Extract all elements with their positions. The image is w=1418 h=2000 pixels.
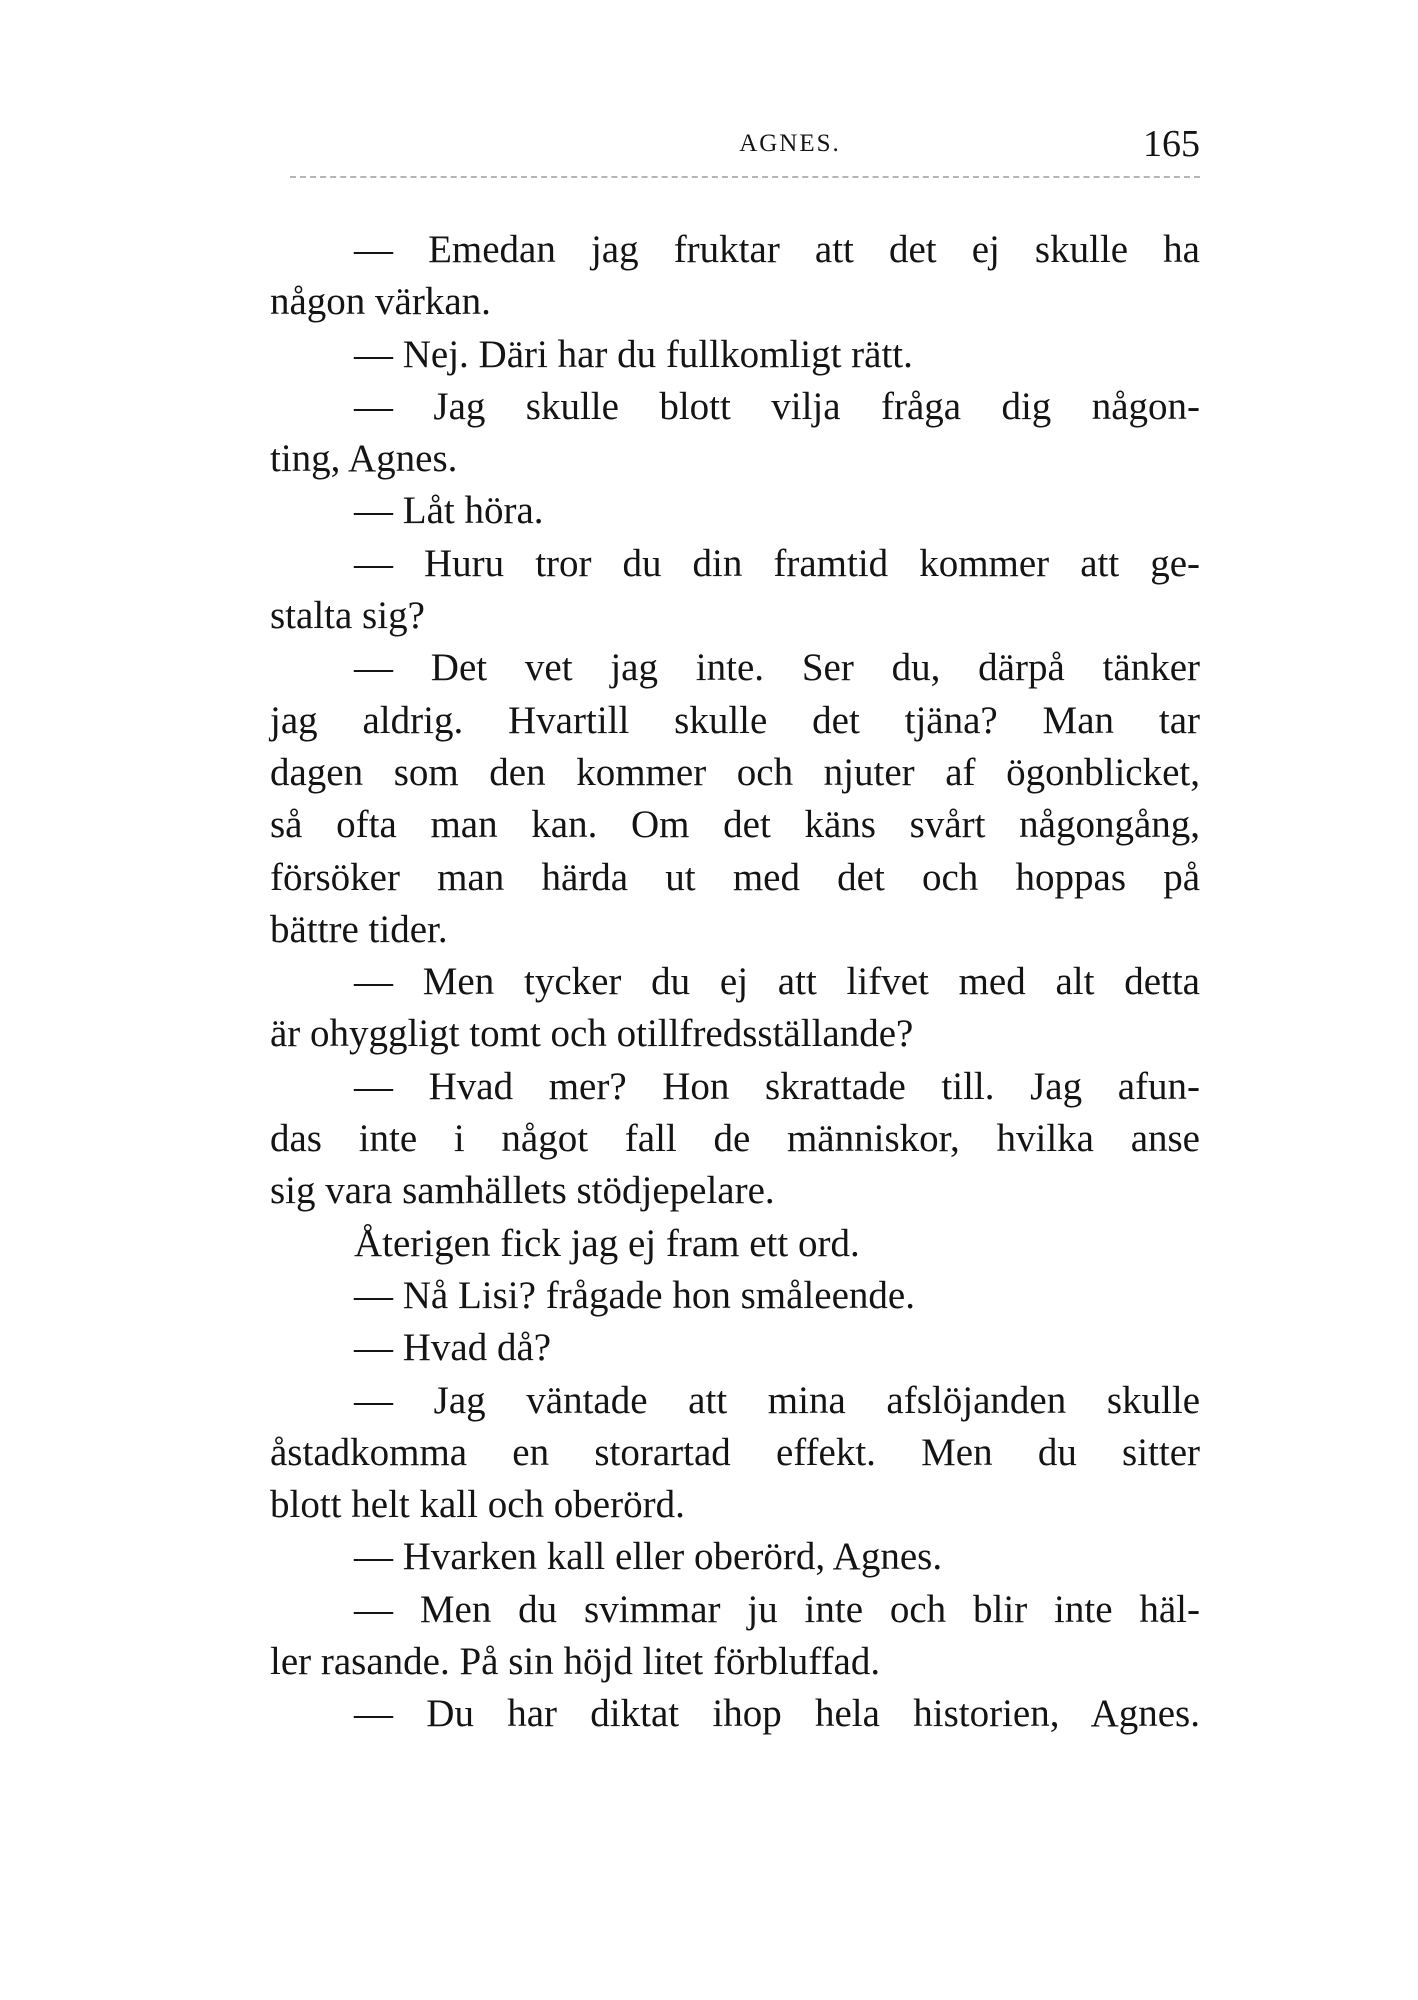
text-line: — Jag skulle blott vilja fråga dig någon- xyxy=(354,384,1200,428)
text-line: — Hvarken kall eller oberörd, Agnes. xyxy=(354,1535,943,1579)
text-line: — Hvad då? xyxy=(354,1326,552,1370)
body-text xyxy=(270,224,1200,1741)
page-number: 165 xyxy=(1143,123,1200,165)
running-title: AGNES. xyxy=(739,130,841,157)
text-line: så ofta man kan. Om det käns svårt någongång, xyxy=(270,803,1200,847)
text-line: — Huru tror du din framtid kommer att ge- xyxy=(354,541,1200,585)
text-line: försöker man härda ut med det och hoppas på xyxy=(270,855,1200,899)
text-line: — Du har diktat ihop hela historien, Agnes. xyxy=(354,1692,1200,1736)
text-line: ler rasande. På sin höjd litet förbluffad. xyxy=(270,1640,881,1684)
text-line: stalta sig? xyxy=(270,594,425,638)
text-line: — Det vet jag inte. Ser du, därpå tänker xyxy=(354,646,1200,690)
text-line: — Låt höra. xyxy=(354,489,544,533)
text-line: sig vara samhällets stödjepelare. xyxy=(270,1169,775,1213)
text-line: åstadkomma en storartad effekt. Men du sitter xyxy=(270,1430,1200,1474)
text-line: — Emedan jag fruktar att det ej skulle ha xyxy=(354,228,1200,271)
text-line: Återigen fick jag ej fram ett ord. xyxy=(354,1221,860,1265)
text-line: ting, Agnes. xyxy=(270,437,458,481)
page-header xyxy=(270,122,1200,172)
text-line: das inte i något fall de människor, hvilka anse xyxy=(270,1117,1200,1161)
text-line: — Hvad mer? Hon skrattade till. Jag afun- xyxy=(354,1064,1200,1108)
text-line: dagen som den kommer och njuter af ögonblicket, xyxy=(270,750,1200,794)
text-line: blott helt kall och oberörd. xyxy=(270,1483,685,1527)
text-line: är ohyggligt tomt och otillfredsställande? xyxy=(270,1012,914,1056)
text-line: bättre tider. xyxy=(270,907,448,951)
text-line: — Nej. Däri har du fullkomligt rätt. xyxy=(354,332,913,376)
text-line: — Jag väntade att mina afslöjanden skulle xyxy=(354,1378,1200,1422)
text-line: någon värkan. xyxy=(270,280,491,324)
text-line: — Men tycker du ej att lifvet med alt detta xyxy=(354,960,1200,1004)
text-line: — Men du svimmar ju inte och blir inte häl- xyxy=(354,1587,1200,1631)
text-line: jag aldrig. Hvartill skulle det tjäna? Man tar xyxy=(270,698,1200,742)
text-line: — Nå Lisi? frågade hon småleende. xyxy=(354,1273,915,1317)
header-rule xyxy=(290,176,1200,178)
